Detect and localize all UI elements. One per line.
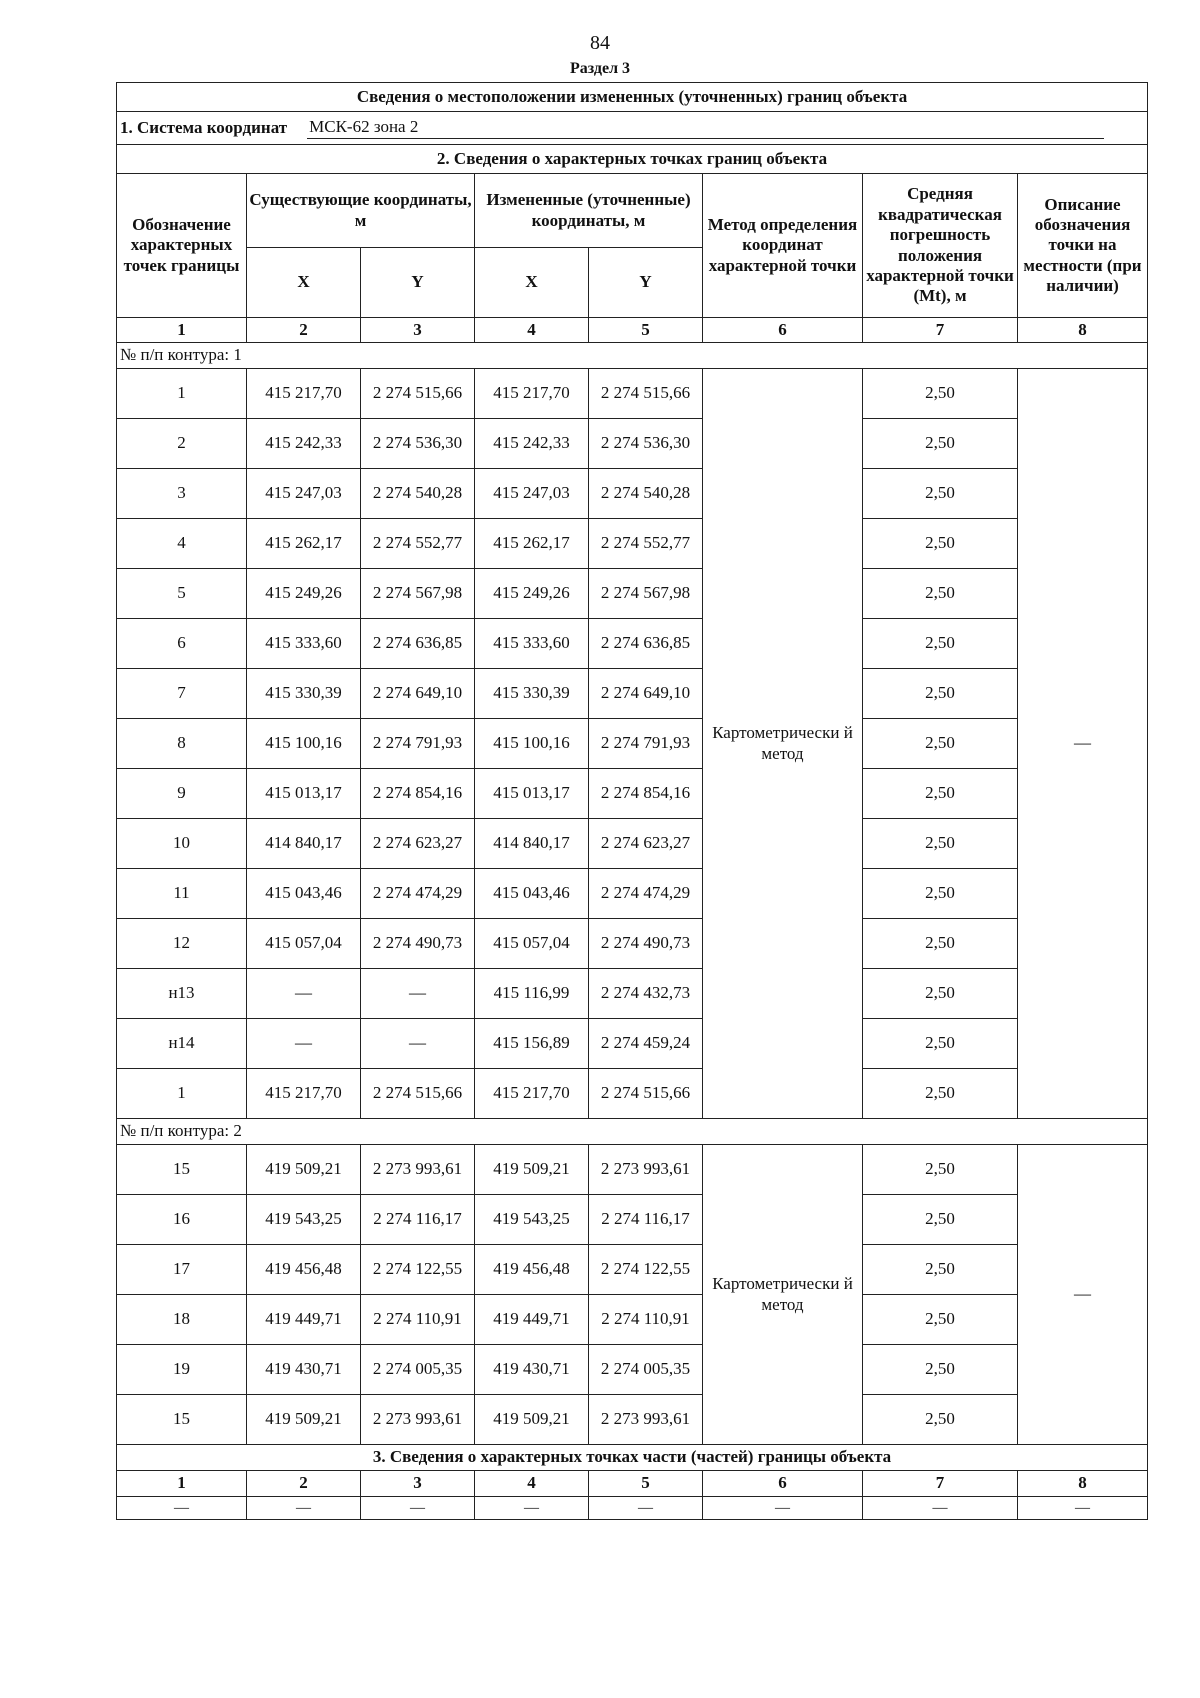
point-designation: 1	[117, 1069, 247, 1119]
point-designation: 19	[117, 1345, 247, 1395]
existing-y: 2 273 993,61	[361, 1395, 475, 1445]
col-number: 2	[247, 1471, 361, 1497]
method-cell: Картометрически й метод	[703, 369, 863, 1119]
changed-y: 2 274 854,16	[589, 769, 703, 819]
error-value: 2,50	[863, 1145, 1018, 1195]
existing-y: 2 274 636,85	[361, 619, 475, 669]
changed-y: 2 273 993,61	[589, 1145, 703, 1195]
changed-y: 2 274 122,55	[589, 1245, 703, 1295]
empty-cell: —	[589, 1497, 703, 1520]
main-title: Сведения о местоположении измененных (уточненных) границ объекта	[117, 83, 1148, 112]
table-row	[117, 1497, 1148, 1520]
error-value: 2,50	[863, 369, 1018, 419]
column-numbers-row	[117, 318, 1148, 343]
section-title: Раздел 3	[569, 60, 631, 77]
point-designation: 3	[117, 469, 247, 519]
existing-x: 419 456,48	[247, 1245, 361, 1295]
existing-x: 415 217,70	[247, 1069, 361, 1119]
error-value: 2,50	[863, 519, 1018, 569]
point-designation: 16	[117, 1195, 247, 1245]
empty-cell: —	[117, 1497, 247, 1520]
existing-y: 2 274 116,17	[361, 1195, 475, 1245]
existing-x: 415 043,46	[247, 869, 361, 919]
error-value: 2,50	[863, 669, 1018, 719]
description-cell: —	[1018, 1145, 1148, 1445]
point-designation: 6	[117, 619, 247, 669]
changed-y: 2 274 623,27	[589, 819, 703, 869]
point-designation: 15	[117, 1145, 247, 1195]
changed-x: 415 057,04	[475, 919, 589, 969]
existing-x: 415 330,39	[247, 669, 361, 719]
subsection2-title: 2. Сведения о характерных точках границ объекта	[117, 145, 1148, 174]
existing-x: 415 057,04	[247, 919, 361, 969]
header-changed-y: Y	[589, 248, 703, 318]
existing-x: 415 217,70	[247, 369, 361, 419]
existing-x: 419 430,71	[247, 1345, 361, 1395]
table-row	[117, 969, 1148, 1019]
changed-x: 419 543,25	[475, 1195, 589, 1245]
header-existing-y: Y	[361, 248, 475, 318]
header-error: Средняя квадратическая погрешность положения характерной точки (Mt), м	[863, 174, 1018, 318]
table-row	[117, 569, 1148, 619]
point-designation: 1	[117, 369, 247, 419]
col-number: 1	[117, 1471, 247, 1497]
contour-label: № п/п контура: 2	[117, 1119, 1148, 1145]
existing-y: —	[361, 1019, 475, 1069]
existing-x: —	[247, 969, 361, 1019]
changed-x: 415 100,16	[475, 719, 589, 769]
existing-x: 414 840,17	[247, 819, 361, 869]
changed-x: 415 043,46	[475, 869, 589, 919]
changed-x: 414 840,17	[475, 819, 589, 869]
existing-y: 2 274 567,98	[361, 569, 475, 619]
col-number: 7	[863, 1471, 1018, 1497]
header-changed-coords: Измененные (уточненные) координаты, м	[475, 174, 703, 248]
existing-x: 419 509,21	[247, 1145, 361, 1195]
table-row	[117, 619, 1148, 669]
error-value: 2,50	[863, 1019, 1018, 1069]
error-value: 2,50	[863, 1345, 1018, 1395]
point-designation: 17	[117, 1245, 247, 1295]
table-row	[117, 1195, 1148, 1245]
header-designation: Обозначение характерных точек границы	[117, 174, 247, 318]
point-designation: 9	[117, 769, 247, 819]
col-number: 7	[863, 318, 1018, 343]
col-number: 3	[361, 1471, 475, 1497]
point-designation: 11	[117, 869, 247, 919]
changed-y: 2 274 552,77	[589, 519, 703, 569]
table-row	[117, 1245, 1148, 1295]
existing-x: 415 333,60	[247, 619, 361, 669]
existing-y: 2 274 490,73	[361, 919, 475, 969]
changed-y: 2 274 536,30	[589, 419, 703, 469]
header-changed-x: X	[475, 248, 589, 318]
changed-y: 2 274 005,35	[589, 1345, 703, 1395]
table-row	[117, 469, 1148, 519]
changed-y: 2 274 540,28	[589, 469, 703, 519]
header-method: Метод определения координат характерной точки	[703, 174, 863, 318]
table-row	[117, 1345, 1148, 1395]
changed-x: 419 509,21	[475, 1395, 589, 1445]
empty-cell: —	[863, 1497, 1018, 1520]
subsection3-title: 3. Сведения о характерных точках части (частей) границы объекта	[117, 1445, 1148, 1471]
changed-x: 415 262,17	[475, 519, 589, 569]
existing-x: 415 249,26	[247, 569, 361, 619]
table-row	[117, 1019, 1148, 1069]
changed-y: 2 274 110,91	[589, 1295, 703, 1345]
existing-y: 2 274 552,77	[361, 519, 475, 569]
empty-cell: —	[361, 1497, 475, 1520]
existing-x: 415 262,17	[247, 519, 361, 569]
changed-y: 2 274 515,66	[589, 1069, 703, 1119]
error-value: 2,50	[863, 1295, 1018, 1345]
table-row	[117, 919, 1148, 969]
point-designation: 18	[117, 1295, 247, 1345]
col-number: 2	[247, 318, 361, 343]
coord-system-value: МСК-62 зона 2	[307, 117, 1104, 138]
col-number: 1	[117, 318, 247, 343]
contour-label-row	[117, 1119, 1148, 1145]
existing-y: 2 274 540,28	[361, 469, 475, 519]
point-designation: н14	[117, 1019, 247, 1069]
changed-x: 419 449,71	[475, 1295, 589, 1345]
table-row	[117, 1295, 1148, 1345]
existing-x: 415 100,16	[247, 719, 361, 769]
existing-x: 415 013,17	[247, 769, 361, 819]
existing-y: 2 274 122,55	[361, 1245, 475, 1295]
col-number: 4	[475, 1471, 589, 1497]
changed-y: 2 274 649,10	[589, 669, 703, 719]
changed-x: 415 217,70	[475, 1069, 589, 1119]
changed-y: 2 274 636,85	[589, 619, 703, 669]
table-row	[117, 869, 1148, 919]
changed-y: 2 274 490,73	[589, 919, 703, 969]
existing-y: 2 274 515,66	[361, 369, 475, 419]
error-value: 2,50	[863, 569, 1018, 619]
table-row	[117, 519, 1148, 569]
col-number: 3	[361, 318, 475, 343]
error-value: 2,50	[863, 869, 1018, 919]
boundary-table	[116, 82, 1148, 1520]
existing-x: 419 449,71	[247, 1295, 361, 1345]
existing-x: 419 543,25	[247, 1195, 361, 1245]
existing-y: 2 274 649,10	[361, 669, 475, 719]
table-row	[117, 669, 1148, 719]
point-designation: 2	[117, 419, 247, 469]
empty-cell: —	[247, 1497, 361, 1520]
changed-x: 415 156,89	[475, 1019, 589, 1069]
table-row	[117, 1395, 1148, 1445]
error-value: 2,50	[863, 1395, 1018, 1445]
empty-cell: —	[475, 1497, 589, 1520]
existing-y: 2 274 854,16	[361, 769, 475, 819]
changed-x: 415 217,70	[475, 369, 589, 419]
existing-y: 2 274 536,30	[361, 419, 475, 469]
error-value: 2,50	[863, 919, 1018, 969]
table-row	[117, 369, 1148, 419]
changed-y: 2 274 791,93	[589, 719, 703, 769]
changed-y: 2 274 567,98	[589, 569, 703, 619]
existing-x: 419 509,21	[247, 1395, 361, 1445]
changed-x: 415 333,60	[475, 619, 589, 669]
method-cell: Картометрически й метод	[703, 1145, 863, 1445]
point-designation: 7	[117, 669, 247, 719]
header-existing-coords: Существующие координаты, м	[247, 174, 475, 248]
existing-y: 2 274 791,93	[361, 719, 475, 769]
point-designation: 15	[117, 1395, 247, 1445]
changed-y: 2 274 474,29	[589, 869, 703, 919]
changed-x: 415 249,26	[475, 569, 589, 619]
changed-y: 2 274 459,24	[589, 1019, 703, 1069]
coord-system-row	[117, 112, 1148, 145]
error-value: 2,50	[863, 419, 1018, 469]
empty-cell: —	[703, 1497, 863, 1520]
empty-cell: —	[1018, 1497, 1148, 1520]
coord-system-label: 1. Система координат	[120, 117, 288, 137]
error-value: 2,50	[863, 1245, 1018, 1295]
changed-x: 419 456,48	[475, 1245, 589, 1295]
contour-label-row	[117, 343, 1148, 369]
existing-y: 2 274 515,66	[361, 1069, 475, 1119]
point-designation: 5	[117, 569, 247, 619]
contour-label: № п/п контура: 1	[117, 343, 1148, 369]
changed-x: 419 430,71	[475, 1345, 589, 1395]
col-number: 8	[1018, 318, 1148, 343]
col-number: 5	[589, 1471, 703, 1497]
page-number: 84	[590, 32, 610, 54]
col-number: 6	[703, 318, 863, 343]
header-description: Описание обозначения точки на местности (при наличии)	[1018, 174, 1148, 318]
error-value: 2,50	[863, 769, 1018, 819]
error-value: 2,50	[863, 969, 1018, 1019]
changed-x: 415 013,17	[475, 769, 589, 819]
changed-y: 2 274 515,66	[589, 369, 703, 419]
point-designation: 12	[117, 919, 247, 969]
changed-y: 2 274 432,73	[589, 969, 703, 1019]
table-row	[117, 1069, 1148, 1119]
error-value: 2,50	[863, 719, 1018, 769]
table-row	[117, 819, 1148, 869]
existing-y: 2 273 993,61	[361, 1145, 475, 1195]
changed-y: 2 273 993,61	[589, 1395, 703, 1445]
existing-y: 2 274 110,91	[361, 1295, 475, 1345]
error-value: 2,50	[863, 819, 1018, 869]
changed-y: 2 274 116,17	[589, 1195, 703, 1245]
changed-x: 415 247,03	[475, 469, 589, 519]
existing-x: 415 247,03	[247, 469, 361, 519]
existing-x: 415 242,33	[247, 419, 361, 469]
col-number: 6	[703, 1471, 863, 1497]
col-number: 4	[475, 318, 589, 343]
existing-x: —	[247, 1019, 361, 1069]
table-row	[117, 769, 1148, 819]
point-designation: н13	[117, 969, 247, 1019]
changed-x: 415 242,33	[475, 419, 589, 469]
point-designation: 4	[117, 519, 247, 569]
col-number: 8	[1018, 1471, 1148, 1497]
changed-x: 415 116,99	[475, 969, 589, 1019]
header-existing-x: X	[247, 248, 361, 318]
error-value: 2,50	[863, 619, 1018, 669]
column-numbers-row	[117, 1471, 1148, 1497]
existing-y: 2 274 623,27	[361, 819, 475, 869]
table-row	[117, 1145, 1148, 1195]
error-value: 2,50	[863, 469, 1018, 519]
error-value: 2,50	[863, 1069, 1018, 1119]
existing-y: 2 274 005,35	[361, 1345, 475, 1395]
existing-y: 2 274 474,29	[361, 869, 475, 919]
existing-y: —	[361, 969, 475, 1019]
table-row	[117, 719, 1148, 769]
changed-x: 419 509,21	[475, 1145, 589, 1195]
point-designation: 8	[117, 719, 247, 769]
point-designation: 10	[117, 819, 247, 869]
error-value: 2,50	[863, 1195, 1018, 1245]
description-cell: —	[1018, 369, 1148, 1119]
table-row	[117, 419, 1148, 469]
changed-x: 415 330,39	[475, 669, 589, 719]
col-number: 5	[589, 318, 703, 343]
